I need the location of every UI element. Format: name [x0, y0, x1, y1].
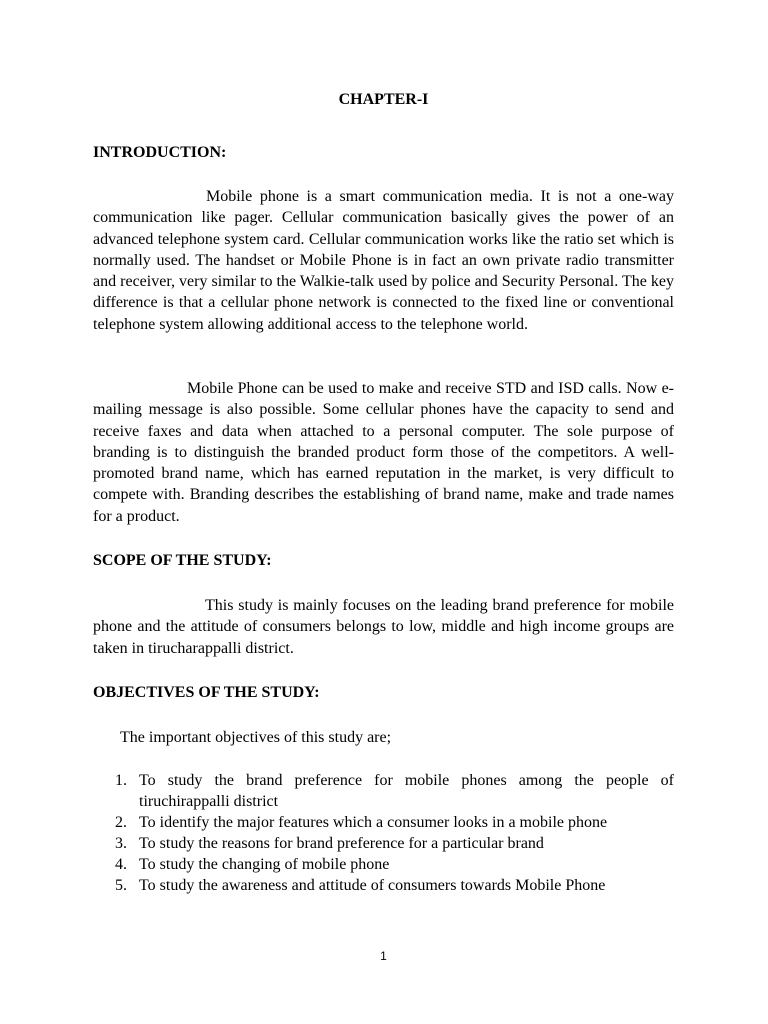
page-number: 1: [380, 949, 387, 963]
objectives-heading: OBJECTIVES OF THE STUDY:: [93, 684, 320, 701]
list-item-text: To study the awareness and attitude of consumers towards Mobile Phone: [139, 877, 606, 894]
list-item-number: 5.: [115, 877, 127, 894]
list-item: [93, 770, 674, 812]
introduction-paragraph-2: Mobile Phone can be used to make and receive STD and ISD calls. Now e-mailing message is also possible. Some cellular phones have the capacity to send and receive faxes and data when attached to a personal computer. The sole purpose of branding is to distinguish the branded product form those of the competitors. A well-promoted brand name, which has earned reputation in the market, is very difficult to compete with. Branding describes the establishing of brand name, make and trade names for a product.: [93, 380, 674, 525]
list-item: [93, 833, 674, 854]
introduction-heading: INTRODUCTION:: [93, 144, 227, 161]
list-item-text: To study the brand preference for mobile phones among the people of tiruchirappalli district: [139, 772, 674, 810]
list-item-text: To study the reasons for brand preference for a particular brand: [139, 835, 544, 852]
document-page: [93, 0, 674, 1024]
objectives-intro: The important objectives of this study are;: [120, 729, 392, 746]
list-item-number: 3.: [115, 835, 127, 852]
list-item-number: 2.: [115, 814, 127, 831]
list-item-number: 1.: [115, 772, 127, 789]
chapter-title: CHAPTER-I: [338, 91, 429, 108]
list-item-text: To identify the major features which a consumer looks in a mobile phone: [139, 814, 608, 831]
scope-heading: SCOPE OF THE STUDY:: [93, 552, 272, 569]
list-item: [93, 875, 674, 896]
objectives-list: [93, 770, 674, 896]
list-item-text: To study the changing of mobile phone: [139, 856, 390, 873]
list-item-number: 4.: [115, 856, 127, 873]
introduction-paragraph-1: Mobile phone is a smart communication media. It is not a one-way communication like pager. Cellular communication basically gives the power of an advanced telephone system card. Cellular communication works like the ratio set which is normally used. The handset or Mobile Phone is in fact an own private radio transmitter and receiver, very similar to the Walkie-talk used by police and Security Personal. The key difference is that a cellular phone network is connected to the fixed line or conventional telephone system allowing additional access to the telephone world.: [93, 188, 674, 333]
list-item: [93, 812, 674, 833]
scope-paragraph: This study is mainly focuses on the leading brand preference for mobile phone and the attitude of consumers belongs to low, middle and high income groups are taken in tirucharappalli district.: [93, 597, 674, 657]
list-item: [93, 854, 674, 875]
